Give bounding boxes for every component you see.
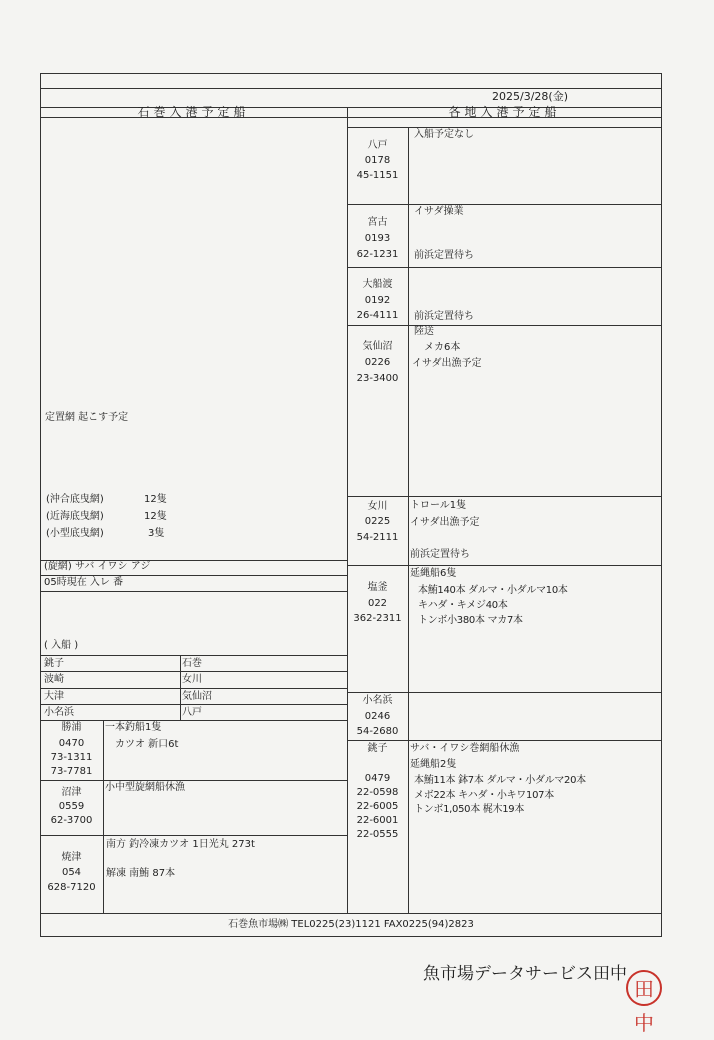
shiogama-name: 塩釜 [367,582,388,593]
kesennuma-top [347,325,662,326]
choshi-line-2: 延縄船2隻 [410,759,457,770]
right-ports-divider [408,127,409,913]
maki-rule-bottom [40,575,347,576]
pair-b-3: 気仙沼 [182,691,212,702]
signature: 魚市場データサービス田中 [423,964,627,984]
shiogama-code: 022 [367,598,388,609]
header-row-bottom [40,117,662,118]
maki-species: (旋網) サバ イワシ アジ [44,561,151,572]
ofunato-name: 大船渡 [362,279,393,290]
katsuura-bottom [40,780,347,781]
onahama-name: 小名浜 [362,695,393,706]
shiogama-top [347,565,662,566]
onagawa-line-2: イサダ出漁予定 [410,517,480,528]
seal-stamp: 田中 [626,970,662,1006]
hachinohe-line-1: 入船予定なし [414,129,474,140]
miyako-code: 0193 [364,233,391,244]
choshi-line-3: 本鮪11本 鉢7本 ダルマ・小ダルマ20本 [414,775,586,786]
pairs-rule-1 [40,671,347,672]
choshi-phone-2: 22-6005 [356,801,399,812]
kesennuma-phone: 23-3400 [356,373,399,384]
maki-status: 05時現在 入レ 番 [44,577,124,588]
ofunato-code: 0192 [364,295,391,306]
miyako-line-1: イサダ操業 [414,206,464,217]
katsuura-line-1: 一本釣船1隻 [105,722,162,733]
pairs-rule-0 [40,655,347,656]
choshi-phone-4: 22-0555 [356,829,399,840]
hachinohe-name: 八戸 [367,140,388,151]
pair-b-4: 八戸 [182,707,202,718]
nyusen-label: ( 入船 ) [44,640,79,651]
onagawa-top [347,496,662,497]
kesennuma-name: 気仙沼 [362,341,393,352]
trawl-count-1: 12隻 [144,494,167,505]
onahama-phone: 54-2680 [356,726,399,737]
pairs-rule-2 [40,688,347,689]
footer-contact: 石巻魚市場㈱ TEL0225(23)1121 FAX0225(94)2823 [228,919,474,930]
pair-a-2: 波崎 [44,674,64,685]
ofunato-phone: 26-4111 [356,310,399,321]
katsuura-name: 勝浦 [61,722,82,733]
hachinohe-top [347,127,662,128]
choshi-name: 銚子 [367,743,388,754]
kesennuma-code: 0226 [364,357,391,368]
yaizu-name: 焼津 [61,852,82,863]
pair-b-1: 石巻 [182,658,202,669]
shiogama-line-3: キハダ・キメジ40本 [418,600,508,611]
trawl-count-3: 3隻 [148,528,165,539]
katsuura-phone-2: 73-7781 [50,766,93,777]
choshi-line-5: トンボ1,050本 梶木19本 [414,804,525,815]
shiogama-line-2: 本鮪140本 ダルマ・小ダルマ10本 [418,585,568,596]
trawl-count-2: 12隻 [144,511,167,522]
yaizu-line-2: 解凍 南鮪 87本 [106,868,176,879]
onagawa-line-1: トロール1隻 [410,500,467,511]
miyako-name: 宮古 [367,217,388,228]
kesennuma-line-3: イサダ出漁予定 [412,358,482,369]
hachinohe-phone: 45-1151 [356,170,399,181]
left-ports-divider [103,720,104,913]
pair-b-2: 女川 [182,674,202,685]
onahama-top [347,692,662,693]
status-rule [40,591,347,592]
katsuura-code: 0470 [58,738,85,749]
numazu-phone: 62-3700 [50,815,93,826]
choshi-code: 0479 [364,773,391,784]
footer-rule [40,913,662,914]
onagawa-code: 0225 [364,516,391,527]
katsuura-phone-1: 73-1311 [50,752,93,763]
onagawa-line-3: 前浜定置待ち [410,549,470,560]
date-row-rule [40,88,662,89]
shiogama-line-4: トンボ小380本 マカ7本 [418,615,523,626]
miyako-phone: 62-1231 [356,249,399,260]
kesennuma-line-1: 陸送 [414,326,434,337]
pair-a-3: 大津 [44,691,64,702]
pairs-rule-4 [40,720,347,721]
miyako-line-2: 前浜定置待ち [414,250,474,261]
katsuura-line-2: カツオ 新口6t [115,739,179,750]
choshi-line-1: サバ・イワシ巻網船休漁 [410,743,520,754]
regional-header: 各地入港予定船 [448,105,561,119]
yaizu-line-1: 南方 釣冷凍カツオ 1日光丸 273t [106,839,255,850]
pair-a-4: 小名浜 [44,707,74,718]
choshi-phone-1: 22-0598 [356,787,399,798]
trawl-name-3: (小型底曳網) [46,528,104,539]
choshi-line-4: メボ22本 キハダ・小キワ107本 [414,790,554,801]
miyako-top [347,204,662,205]
pairs-col-divider [180,655,181,720]
trawl-name-2: (近海底曳網) [46,511,104,522]
onagawa-name: 女川 [367,501,388,512]
choshi-top [347,740,662,741]
numazu-name: 沼津 [61,787,82,798]
pairs-rule-3 [40,704,347,705]
hachinohe-code: 0178 [364,155,391,166]
choshi-phone-3: 22-6001 [356,815,399,826]
trawl-name-1: (沖合底曳網) [46,494,104,505]
shiogama-phone: 362-2311 [353,613,402,624]
onahama-code: 0246 [364,711,391,722]
yaizu-phone: 628-7120 [47,882,96,893]
ofunato-line-1: 前浜定置待ち [414,311,474,322]
ofunato-top [347,267,662,268]
kesennuma-line-2: メカ6本 [424,342,461,353]
numazu-bottom [40,835,347,836]
yaizu-code: 054 [61,867,82,878]
teichi-note: 定置網 起こす予定 [45,412,129,423]
pair-a-1: 銚子 [44,658,64,669]
onagawa-phone: 54-2111 [356,532,399,543]
report-date: 2025/3/28(金) [492,90,568,103]
numazu-line-1: 小中型旋網船休漁 [105,782,185,793]
numazu-code: 0559 [58,801,85,812]
shiogama-line-1: 延縄船6隻 [410,568,457,579]
ishinomaki-header: 石巻入港予定船 [137,105,250,119]
